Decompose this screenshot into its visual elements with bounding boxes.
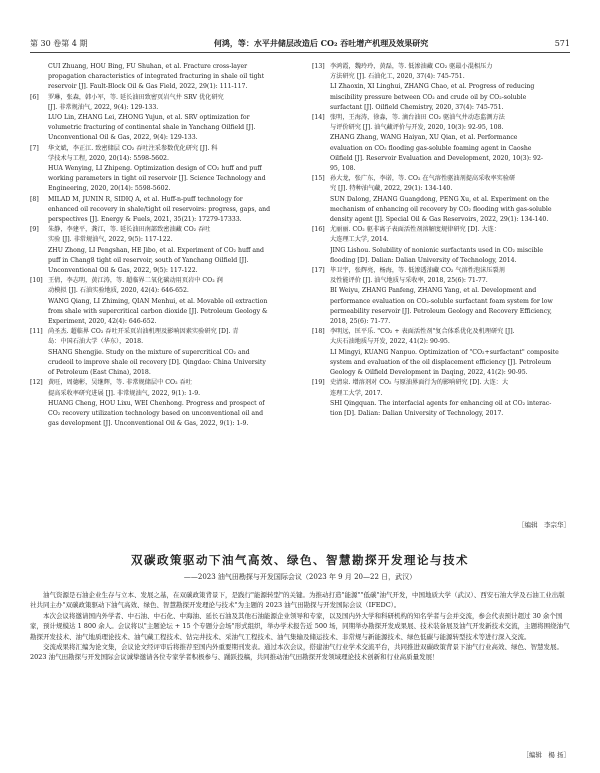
reference-line: SHANG Shengjie. Study on the mixture of supercritical CO₂ and (48, 348, 250, 356)
reference-line: 与评价研究 [J]. 油气藏评价与开发, 2020, 10(3): 92-95, 108. (330, 124, 504, 132)
reference-item (30, 276, 298, 327)
reference-number: [9] (30, 226, 39, 234)
reference-line: 实验 [J]. 非常规油气, 2022, 9(5): 117-122. (48, 236, 173, 244)
reference-line: 连理工大学, 2017. (330, 389, 383, 397)
reference-number: [6] (30, 93, 39, 101)
reference-number: [14] (312, 114, 325, 122)
reference-item (312, 113, 570, 174)
reference-line: density agent [J]. Special Oil & Gas Reservoirs, 2022, 29(1): 134-140. (330, 216, 549, 224)
reference-line: LI Mingyi, KUANG Nanpuo. Optimization of "CO₂+surfactant" composite (330, 348, 559, 356)
news-paragraph: 交流成果将汇编为论文集，会议论文经评审后将推荐至国内外重要期刊发表。通过本次会议，搭建油气行业学术交流平台，共同推进双碳政策背景下油气行业高效、绿色、智慧发展。2023 油气田勘探与开发国际会议诚挚邀请各位专家学者积极参与、踊跃投稿，共同推动油气田勘探开发领域理论技术创新和行业高质量发展！ (30, 643, 563, 662)
reference-text (330, 266, 570, 327)
reference-line: from shale with supercritical carbon dioxide [J]. Petroleum Geology & (48, 307, 268, 315)
reference-item (30, 378, 298, 429)
reference-line: 大连理工大学, 2014. (330, 236, 389, 244)
reference-line: 95, 108. (330, 165, 356, 173)
reference-line: 岛：中国石油大学（华东），2018. (48, 338, 144, 346)
reference-text (48, 378, 298, 429)
reference-line: perspectives [J]. Energy & Fuels, 2021, 35(21): 17279-17333. (48, 216, 242, 224)
reference-line: permeability reservoir [J]. Petroleum Geology and Recovery Efficiency, (330, 307, 552, 315)
reference-line: gas development [J]. Unconventional Oil & Gas, 2022, 9(1): 1-9. (48, 420, 249, 428)
reference-line: mechanism of enhancing oil recovery by CO₂ flooding with gas-soluble (330, 205, 552, 213)
reference-line: reservoir [J]. Fault-Block Oil & Gas Field, 2022, 29(1): 111-117. (48, 83, 248, 91)
reference-number: [18] (312, 328, 325, 336)
reference-line: Oilfield [J]. Reservoir Evaluation and Development, 2020, 10(3): 92- (330, 154, 544, 162)
reference-line: performance evaluation on CO₂-soluble surfactant foam system for low (330, 297, 553, 305)
reference-text (330, 378, 570, 419)
references-right-column (312, 62, 570, 419)
reference-line: system and evaluation of the oil displacement efficiency [J]. Petroleum (330, 358, 552, 366)
reference-line: propagation characteristics of integrated fracturing in shale oil tight (48, 73, 265, 81)
reference-line: LI Zhaoxin, XI Linghui, ZHANG Chao, et al. Progress of reducing (330, 83, 535, 91)
reference-line: HUANG Cheng, HOU Lixu, WEI Chenhong. Progress and prospect of (48, 399, 265, 407)
reference-text (48, 225, 298, 276)
reference-item (312, 62, 570, 113)
news-paragraph: 本次会议将邀请国内外学者、中石油、中石化、中海油、延长石油及其他石油能源企业领导和专家，以及国内外大学和科研机构的知名学者与会并交流，参会代表预计超过 30 余个国家，预计规模达 1 800 余人。会议将以"主题论坛 + 15 个专题分会场"形式组织，举办学术报告近 500 场，同期举办勘探开发成果展、技术装备展及油气开发新技术交流，主题将围绕油气勘探开发技术、油气地质理论技术、油气藏工程技术、钻完井技术、采油气工程技术、油气集输及储运技术、非常规与新能源技术、绿色低碳与能源转型技术等进行深入交流。 (30, 611, 570, 641)
reference-text (330, 327, 570, 378)
reference-line: crudeoil to improve shale oil recovery [D]. Qingdao: China University (48, 358, 266, 366)
reference-item (312, 174, 570, 225)
page-header (30, 36, 570, 50)
reference-text (330, 225, 570, 266)
reference-number: [15] (312, 175, 325, 183)
reference-number (30, 62, 48, 93)
reference-text (48, 276, 298, 327)
reference-line: tion [D]. Dalian: Dalian University of Technology, 2017. (330, 409, 504, 417)
news-body (30, 590, 570, 663)
reference-item (30, 195, 298, 226)
reference-line: 黄旺，周德彬，吴继辉，等. 非常规储层中 CO₂ 吞吐 (48, 379, 192, 387)
reference-item (312, 327, 570, 378)
reference-item (312, 378, 570, 419)
running-title: 何鸿，等：水平井储层改造后 CO₂ 吞吐增产机理及效果研究 (213, 37, 429, 48)
reference-line: BI Weiyu, ZHANG Panfeng, ZHANG Yang, et al. Development and (330, 287, 537, 295)
editor-credit: ［编辑 李宗华］ (518, 521, 570, 529)
reference-line: SHI Qingquan. The interfacial agents for enhancing oil at CO₂ interac- (330, 399, 552, 407)
reference-line: JING Lishou. Solubility of nonionic surfactants used in CO₂ miscible (330, 246, 544, 254)
reference-line: 李明远，匡平乐. "CO₂ + 表面活性剂"复合体系优化及机理研究 [J]. (330, 328, 515, 336)
reference-line: 学技术与工程, 2020, 20(14): 5598-5602. (48, 154, 169, 162)
reference-text (48, 195, 298, 226)
reference-line: 大庆石油地质与开发, 2022, 41(2): 90-95. (330, 338, 450, 346)
reference-line: 王倩，李志明，黄江涛，等. 超临界二氧化碳动用页岩中 CO₂ 润 (48, 277, 223, 285)
reference-number: [19] (312, 379, 325, 387)
reference-line: ZHANG Zhang, WANG Haiyan, XU Qian, et al. Performance (330, 134, 518, 142)
reference-line: surfactant [J]. Oilfield Chemistry, 2020, 37(4): 745-751. (330, 103, 504, 111)
reference-line: enhanced oil recovery in shale/tight oil reservoirs: progress, gaps, and (48, 205, 271, 213)
reference-line: 尚圣杰. 超临界 CO₂ 吞吐开采页岩油机理及影响因素实验研究 [D]. 青 (48, 328, 239, 336)
reference-line: ZHU Zhong, LI Pengshan, HE Jibo, et al. Experiment of CO₂ huff and (48, 246, 264, 254)
reference-line: LUO Lin, ZHANG Lei, ZHONG Yujun, et al. SRV optimization for (48, 114, 250, 122)
news-subtitle: ——2023 油气田勘探与开发国际会议（2023 年 9 月 20—22 日，武汉） (183, 573, 417, 581)
reference-line: 究 [J]. 特种油气藏, 2022, 29(1): 134-140. (330, 185, 453, 193)
reference-line: Engineering, 2020, 20(14): 5598-5602. (48, 185, 171, 193)
reference-line: miscibility pressure between CO₂ and crude oil by CO₂-soluble (330, 93, 527, 101)
news-editor-credit: ［编辑 楊 扬］ (522, 751, 570, 759)
reference-line: [J]. 非常规油气, 2022, 9(4): 129-133. (48, 103, 159, 111)
reference-number: [12] (30, 379, 43, 387)
reference-item (30, 225, 298, 276)
reference-line: 史清泉. 增溶剂对 CO₂ 与原油界面行为的影响研究 [D]. 大连：大 (330, 379, 509, 387)
reference-number: [17] (312, 267, 325, 275)
reference-text (330, 113, 570, 174)
reference-line: MILAD M, JUNIN R, SIDIQ A, et al. Huff-n-puff technology for (48, 195, 243, 203)
reference-line: flooding [D]. Dalian: Dalian University of Technology, 2014. (330, 256, 517, 264)
reference-line: 罗琳，张森，韩小军，等. 延长油田致密页岩气井 SRV 优化研究 (48, 93, 224, 101)
news-paragraph: 油气资源是石油企业生存与立本、发展之基，在双碳政策背景下，是践行"能源转型"的关键。为推动打造"能源""低碳"油气开发，中国地质大学（武汉）、西安石油大学及石油工业出版社共同主办"双碳政策驱动下油气高效、绿色、智慧勘探开发理论与技术"为主题的 2023 油气田勘探与开发国际会议（IFEDC）。 (30, 591, 565, 610)
reference-line: Experiment, 2020, 42(4): 646-652. (48, 318, 157, 326)
journal-issue: 第 30 卷第 4 期 (30, 38, 88, 48)
reference-line: evaluation on CO₂ flooding gas-soluble foaming agent in Caoshe (330, 144, 532, 152)
reference-number: [11] (30, 328, 43, 336)
reference-item (312, 225, 570, 266)
reference-item (30, 327, 298, 378)
reference-text (48, 62, 298, 93)
reference-line: CUI Zhuang, HOU Bing, FU Shuhan, et al. Fracture cross-layer (48, 63, 248, 70)
reference-item (30, 62, 298, 93)
reference-line: working parameters in tight oil reservoir [J]. Science Technology and (48, 175, 266, 183)
reference-text (48, 144, 298, 195)
reference-line: volumetric fracturing of continental shale in Yanchang Oilfield [J]. (48, 124, 256, 132)
reference-item (30, 93, 298, 144)
reference-item (312, 266, 570, 327)
reference-number: [10] (30, 277, 43, 285)
reference-number: [16] (312, 226, 325, 234)
reference-line: CO₂ recovery utilization technology based on unconventional oil and (48, 409, 264, 417)
reference-line: 方法研究 [J]. 石油化工, 2020, 37(4): 745-751. (330, 73, 465, 81)
reference-item (30, 144, 298, 195)
reference-text (48, 327, 298, 378)
reference-line: Geology & Oilfield Development in Daqing, 2022, 41(2): 90-95. (330, 369, 528, 377)
reference-text (330, 174, 570, 225)
reference-line: WANG Qiang, LI Zhiming, QIAN Menhui, et al. Movable oil extraction (48, 297, 268, 305)
header-rule (30, 52, 570, 53)
reference-number: [13] (312, 63, 325, 70)
reference-line: 李鸿霞，魏玲玲，黄磊，等. 低渗油藏 CO₂ 驱最小混相压力 (330, 63, 493, 70)
reference-line: 2018, 25(6): 71-77. (330, 318, 391, 326)
page-number: 571 (554, 38, 570, 48)
reference-line: 毕卫宇，张辉亮，杨海，等. 低渗透油藏 CO₂ 气溶性泡沫压裂剂 (330, 267, 505, 275)
reference-line: 朱静，李建平，龚江，等. 延长油田南部致密油藏 CO₂ 吞吐 (48, 226, 211, 234)
reference-line: HUA Wenying, LI Zhipeng. Optimization design of CO₂ huff and puff (48, 165, 262, 173)
reference-line: 张明，王海涛，徐淼，等. 滴台油田 CO₂ 驱油气井动态监测方法 (330, 114, 505, 122)
reference-number: [7] (30, 144, 39, 152)
reference-line: of Petroleum (East China), 2018. (48, 369, 151, 377)
reference-line: SUN Dalong, ZHANG Guangdong, PENG Xu, et al. Experiment on the (330, 195, 550, 203)
reference-line: 华文斌，李正江. 致密储层 CO₂ 吞吐注采参数优化研究 [J]. 科 (48, 144, 218, 152)
reference-number: [8] (30, 195, 39, 203)
reference-text (48, 93, 298, 144)
references-left-column (30, 62, 298, 429)
reference-line: Unconventional Oil & Gas, 2022, 9(5): 117-122. (48, 267, 198, 275)
reference-line: Unconventional Oil & Gas, 2022, 9(4): 129-133. (48, 134, 198, 142)
news-title: 双碳政策驱动下油气高效、绿色、智慧勘探开发理论与技术 (131, 553, 469, 567)
reference-line: 尤丽丽. CO₂ 驱非离子表面活性剂溶解度规律研究 [D]. 大连： (330, 226, 501, 234)
reference-line: 孙大龙，张广东，李诺，等. CO₂ 在气溶性驱油剂提高采收率实验研 (330, 175, 516, 183)
reference-line: 提高采收率研究进展 [J]. 非常规油气, 2022, 9(1): 1-9. (48, 389, 201, 397)
reference-line: 及性能评价 [J]. 油气地质与采收率, 2018, 25(6): 71-77. (330, 277, 488, 285)
reference-line: puff in Chang8 tight oil reservoir, south of Yanchang Oilfield [J]. (48, 256, 249, 264)
reference-text (330, 62, 570, 113)
reference-line: 动模拟 [J]. 石油实验地质, 2020, 42(4): 646-652. (48, 287, 189, 295)
